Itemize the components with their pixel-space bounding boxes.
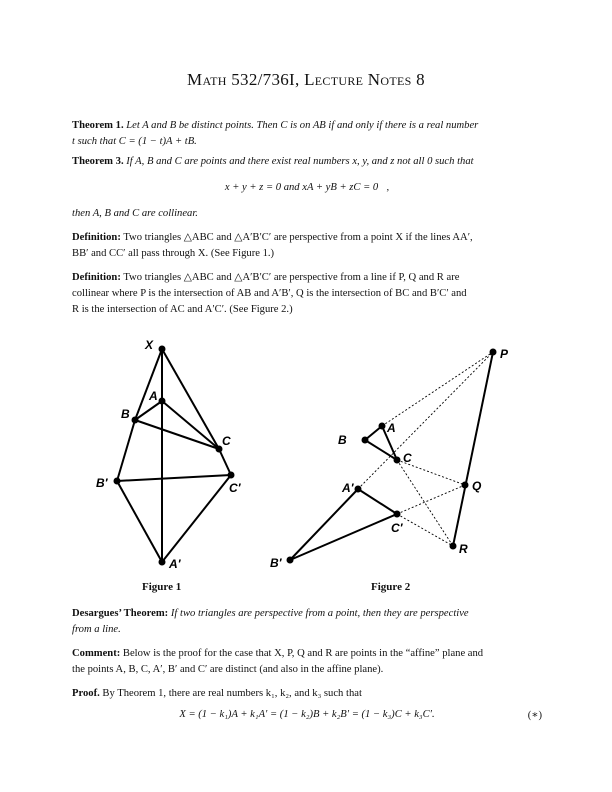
desargues-line1: If two triangles are perspective from a point, then they are perspective: [170, 608, 469, 619]
definition-2-line2: collinear where P is the intersection of AB and A′B′, Q is the intersection of BC and B′C′ and: [72, 288, 467, 299]
figure-1-points: [114, 346, 235, 566]
fig2-label-Bp: B′: [270, 556, 282, 570]
proof-label: Proof.: [72, 688, 100, 699]
proof-equation: X = (1 − k₁)A + k₁A′ = (1 − k₂)B + k₂B′ = (1 − k₃)C + k₃C′.: [179, 709, 435, 720]
fig2-point-C: [394, 457, 401, 464]
fig2-label-C: C: [403, 451, 412, 465]
theorem-3-label: Theorem 3.: [72, 156, 124, 167]
fig2-line-PR: [453, 352, 493, 546]
definition-2-label: Definition:: [72, 272, 121, 283]
fig1-line-BC: [135, 420, 219, 449]
fig1-label-Bp: B′: [96, 476, 108, 490]
theorem-3-line1: If A, B and C are points and there exist real numbers x, y, and z not all 0 such that: [126, 156, 474, 167]
theorem-3-line2: then A, B and C are collinear.: [72, 208, 198, 219]
fig2-dot-ApP: [358, 352, 493, 489]
fig1-label-C: C: [222, 434, 231, 448]
proof-equation-number: (∗): [527, 710, 542, 721]
comment-line2: the points A, B, C, A′, B′ and C′ are distinct (and also in the affine plane).: [72, 664, 384, 675]
fig1-label-Cp: C′: [229, 481, 241, 495]
fig1-line-CCp: [219, 449, 231, 475]
definition-1-label: Definition:: [72, 232, 121, 243]
fig2-line-BpCp: [290, 514, 397, 560]
fig1-line-BpAp: [117, 481, 162, 562]
fig2-label-Q: Q: [472, 479, 482, 493]
fig1-line-AC: [162, 401, 219, 449]
fig1-line-CpAp: [162, 475, 231, 562]
fig1-point-B: [132, 417, 139, 424]
fig2-dot-CpR: [397, 514, 453, 546]
fig1-line-BpCp: [117, 475, 231, 481]
definition-1-line2: BB′ and CC′ all pass through X. (See Figure 1.): [72, 248, 275, 259]
comment-label: Comment:: [72, 648, 121, 659]
fig1-label-Ap: A′: [169, 557, 181, 571]
fig2-point-P: [490, 349, 497, 356]
fig2-point-Q: [462, 482, 469, 489]
fig1-point-Bp: [114, 478, 121, 485]
fig1-line-XC: [162, 349, 219, 449]
fig1-point-Ap: [159, 559, 166, 566]
fig2-label-A: A: [387, 421, 396, 435]
desargues-label: Desargues’ Theorem:: [72, 608, 169, 619]
fig2-dot-CpQ: [397, 485, 465, 514]
theorem-1-line1: Let A and B be distinct points. Then C is on AB if and only if there is a real number: [126, 120, 479, 131]
figure-1-diagram: [117, 349, 231, 562]
theorem-3-equation: x + y + z = 0 and xA + yB + zC = 0⃗,: [224, 182, 390, 193]
fig1-line-BBp: [117, 420, 135, 481]
figure-1-labels: [96, 338, 242, 571]
fig2-point-B: [362, 437, 369, 444]
fig2-label-P: P: [500, 347, 509, 361]
proof-line1: By Theorem 1, there are real numbers k₁, k₂, and k₃ such that: [102, 688, 362, 699]
fig2-line-ApCp: [358, 489, 397, 514]
definition-2-line3: R is the intersection of AC and A′C′. (See Figure 2.): [72, 304, 293, 315]
desargues-theorem: [72, 606, 542, 638]
theorem-1-label: Theorem 1.: [72, 120, 124, 131]
comment-line1: Below is the proof for the case that X, P, Q and R are points in the “affine” plane and: [122, 648, 484, 659]
figure-2-caption: Figure 2: [371, 581, 411, 593]
fig1-point-Cp: [228, 472, 235, 479]
fig2-label-B: B: [338, 433, 347, 447]
fig1-point-A: [159, 398, 166, 405]
desargues-line2: from a line.: [72, 624, 121, 635]
fig2-line-ApBp: [290, 489, 358, 560]
definition-1-line1: Two triangles △ABC and △A′B′C′ are perspective from a point X if the lines AA′,: [123, 232, 473, 243]
fig2-point-Cp: [394, 511, 401, 518]
figure-1-caption: Figure 1: [142, 581, 182, 593]
page-title: Math 532/736I, Lecture Notes 8: [187, 70, 425, 89]
comment: [72, 646, 542, 678]
fig1-point-X: [159, 346, 166, 353]
fig2-point-Ap: [355, 486, 362, 493]
fig2-point-Bp: [287, 557, 294, 564]
fig2-point-A: [379, 423, 386, 430]
fig1-label-B: B: [121, 407, 130, 421]
fig1-label-X: X: [145, 338, 154, 352]
fig2-point-R: [450, 543, 457, 550]
fig1-label-A: A: [149, 389, 158, 403]
proof: [72, 686, 542, 702]
fig2-label-R: R: [459, 542, 468, 556]
fig2-dot-CR: [397, 460, 453, 546]
fig2-label-Cp: C′: [391, 521, 403, 535]
definition-2-line1: Two triangles △ABC and △A′B′C′ are perspective from a line if P, Q and R are: [123, 272, 460, 283]
fig2-dot-AP: [382, 352, 493, 426]
figure-2-labels: [270, 347, 509, 570]
theorem-1-line2: t such that C = (1 − t)A + tB.: [72, 136, 197, 147]
fig2-label-Ap: A′: [342, 481, 354, 495]
